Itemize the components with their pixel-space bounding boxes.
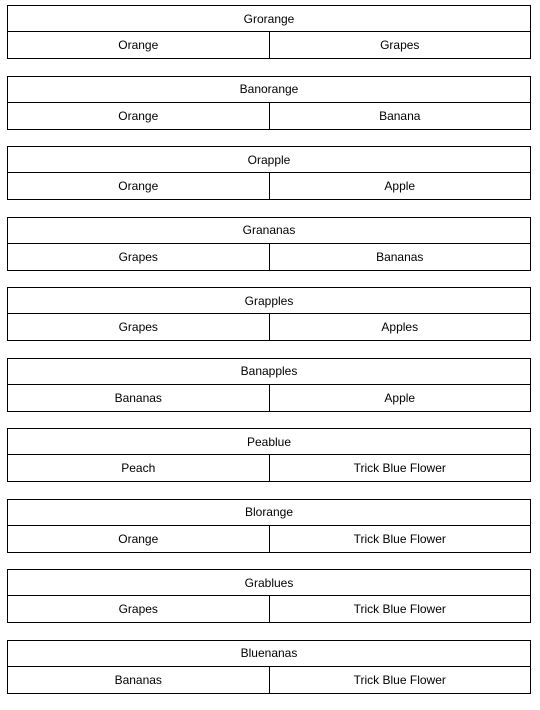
table-title: Banorange [8, 77, 530, 103]
table-title: Bluenanas [8, 641, 530, 667]
table-title: Grapples [8, 288, 530, 314]
combination-table [7, 5, 531, 59]
left-ingredient-cell: Peach [8, 455, 270, 481]
right-ingredient-cell: Apple [384, 390, 416, 405]
table-row [8, 667, 530, 693]
left-ingredient-cell: Bananas [8, 385, 270, 411]
combination-table [7, 217, 531, 271]
table-row [8, 314, 530, 340]
right-ingredient-cell: Bananas [376, 249, 424, 264]
left-ingredient-cell: Grapes [8, 314, 270, 340]
table-row [8, 103, 530, 129]
combination-table-list [7, 5, 531, 710]
table-row [8, 526, 530, 552]
table-title: Banapples [8, 359, 530, 385]
left-ingredient-cell: Orange [8, 526, 270, 552]
right-ingredient-cell: Apple [384, 179, 416, 193]
combination-table [7, 499, 531, 553]
right-ingredient-cell: Trick Blue Flower [353, 672, 446, 687]
table-title: Grananas [8, 218, 530, 244]
table-row [8, 173, 530, 199]
left-ingredient-cell: Grapes [8, 244, 270, 270]
combination-table [7, 640, 531, 694]
right-ingredient-cell: Apples [381, 320, 419, 334]
combination-table [7, 428, 531, 482]
table-title: Orapple [8, 147, 530, 173]
table-title: Grorange [8, 6, 530, 32]
left-ingredient-cell: Orange [8, 103, 270, 129]
table-row [8, 32, 530, 58]
combination-table [7, 287, 531, 341]
left-ingredient-cell: Grapes [8, 596, 270, 622]
table-title: Blorange [8, 500, 530, 526]
right-ingredient-cell: Trick Blue Flower [353, 602, 446, 616]
table-title: Grablues [8, 570, 530, 596]
combination-table [7, 146, 531, 200]
left-ingredient-cell: Orange [8, 173, 270, 199]
left-ingredient-cell: Bananas [8, 667, 270, 693]
table-row [8, 385, 530, 411]
right-ingredient-cell: Banana [379, 108, 421, 123]
right-ingredient-cell: Trick Blue Flower [353, 531, 446, 546]
table-row [8, 455, 530, 481]
right-ingredient-cell: Grapes [380, 38, 420, 52]
table-row [8, 244, 530, 270]
combination-table [7, 358, 531, 412]
combination-table [7, 76, 531, 130]
table-row [8, 596, 530, 622]
table-title: Peablue [8, 429, 530, 455]
left-ingredient-cell: Orange [8, 32, 270, 58]
right-ingredient-cell: Trick Blue Flower [353, 461, 446, 475]
combination-table [7, 569, 531, 623]
